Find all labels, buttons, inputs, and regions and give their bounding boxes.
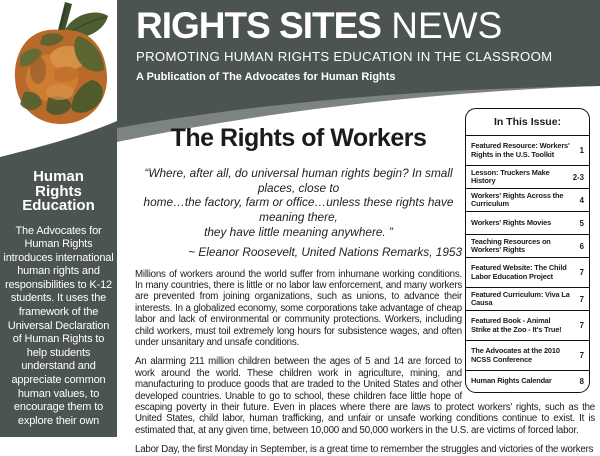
toc-item-page: 8 bbox=[579, 377, 584, 386]
article-paragraph-3: Labor Day, the first Monday in September, is a great time to remember the struggles and victories of the workers bbox=[135, 444, 594, 456]
masthead-publication: A Publication of The Advocates for Human Rights bbox=[136, 71, 396, 83]
toc-item-ncss-conference[interactable] bbox=[466, 340, 589, 370]
article-paragraph-2: An alarming 211 million children between the ages of 5 and 14 are forced to work around the world. These children work in agriculture, mining, and manufacturing to produce goods that are traded to the United States and other developed countries. Unable to go to school, these children face little hope of escaping poverty in their future. Even in places where there are laws to protect workers' rights, such as the United States, child labor, human trafficking, and unfair or unsafe working conditions continue to exist. It is estimated that, at any given time, between 10,000 and 50,000 workers in the U.S. are victims of forced labor. bbox=[135, 356, 595, 436]
toc-item-label: Teaching Resources on Workers' Rights bbox=[471, 236, 551, 254]
toc-item-featured-website[interactable] bbox=[466, 257, 589, 287]
masthead bbox=[136, 6, 552, 83]
apple-globe-logo bbox=[8, 0, 114, 128]
toc-item-page: 6 bbox=[579, 241, 584, 251]
article-title: The Rights of Workers bbox=[170, 124, 427, 152]
toc-item-label: Featured Book - Animal Strike at the Zoo - It's True! bbox=[471, 316, 562, 334]
toc-item-featured-resource[interactable] bbox=[466, 135, 589, 165]
sidebar-hre-panel bbox=[0, 170, 117, 428]
sidebar-paragraph: The Advocates for Human Rights introduces international human rights and responsibilities to K-12 students. It uses the framework of the Universal Declaration of Human Rights to help students understand and appreciate common human values, to encourage them to explore their own bbox=[3, 224, 114, 427]
masthead-title bbox=[136, 6, 552, 46]
quote-line-1: “Where, after all, do universal human rights begin? In small places, close to bbox=[144, 166, 453, 195]
toc-item-lesson-truckers[interactable] bbox=[466, 165, 589, 188]
toc-item-rights-movies[interactable] bbox=[466, 211, 589, 234]
toc-item-page: 7 bbox=[579, 294, 584, 304]
toc-item-page: 7 bbox=[579, 351, 584, 360]
toc-item-teaching-resources[interactable] bbox=[466, 234, 589, 257]
toc-item-label: Human Rights Calendar bbox=[471, 376, 552, 386]
toc-item-featured-curriculum[interactable] bbox=[466, 287, 589, 310]
masthead-subtitle: PROMOTING HUMAN RIGHTS EDUCATION IN THE CLASSROOM bbox=[136, 49, 553, 64]
toc-item-page: 1 bbox=[579, 146, 584, 155]
toc-heading: In This Issue: bbox=[493, 116, 562, 128]
toc-item-featured-book[interactable] bbox=[466, 310, 589, 340]
toc-item-label: Featured Website: The Child Labor Education Project bbox=[471, 263, 567, 281]
toc-item-page: 4 bbox=[579, 195, 584, 205]
toc-item-label: Workers' Rights Across the Curriculum bbox=[471, 190, 564, 208]
toc-item-label: Featured Resource: Workers' Rights in the U.S. Toolkit bbox=[471, 141, 570, 159]
article-paragraph-1: Millions of workers around the world suffer from inhumane working conditions. In many countries, there is little or no labor law enforcement, and many workers are prevented from joining organizations, such as unions, to advance their interests. In a globalized economy, some corporations take advantage of cheap labor and lack of environmental or community protections. Workers, including child workers, must toil extremely long hours for subsistence wages, and often under unsanitary and unsafe conditions. bbox=[135, 268, 462, 348]
toc-item-page: 7 bbox=[579, 268, 584, 277]
toc-item-page: 2-3 bbox=[572, 172, 584, 182]
toc-item-label: Lesson: Truckers Make History bbox=[471, 167, 550, 185]
toc-box bbox=[465, 108, 590, 393]
sidebar-heading: Human Rights Education bbox=[22, 168, 95, 214]
masthead-title-light: NEWS bbox=[380, 5, 503, 46]
toc-item-label: Featured Curriculum: Viva La Causa bbox=[471, 289, 570, 307]
quote-line-2: home…the factory, farm or office…unless these rights have meaning there, bbox=[143, 195, 454, 225]
masthead-title-strong: RIGHTS SITES bbox=[136, 5, 381, 46]
toc-item-page: 7 bbox=[579, 321, 584, 330]
toc-item-label: The Advocates at the 2010 NCSS Conference bbox=[471, 346, 560, 364]
quote-line-3: they have little meaning anywhere. ” bbox=[204, 224, 393, 239]
toc-item-hr-calendar[interactable] bbox=[466, 370, 589, 392]
quote-attribution: ~ Eleanor Roosevelt, United Nations Remarks, 1953 bbox=[188, 244, 462, 259]
toc-item-page: 5 bbox=[579, 218, 584, 228]
toc-item-rights-curriculum[interactable] bbox=[466, 188, 589, 211]
article-main bbox=[135, 108, 595, 456]
toc-item-label: Workers' Rights Movies bbox=[471, 217, 552, 227]
